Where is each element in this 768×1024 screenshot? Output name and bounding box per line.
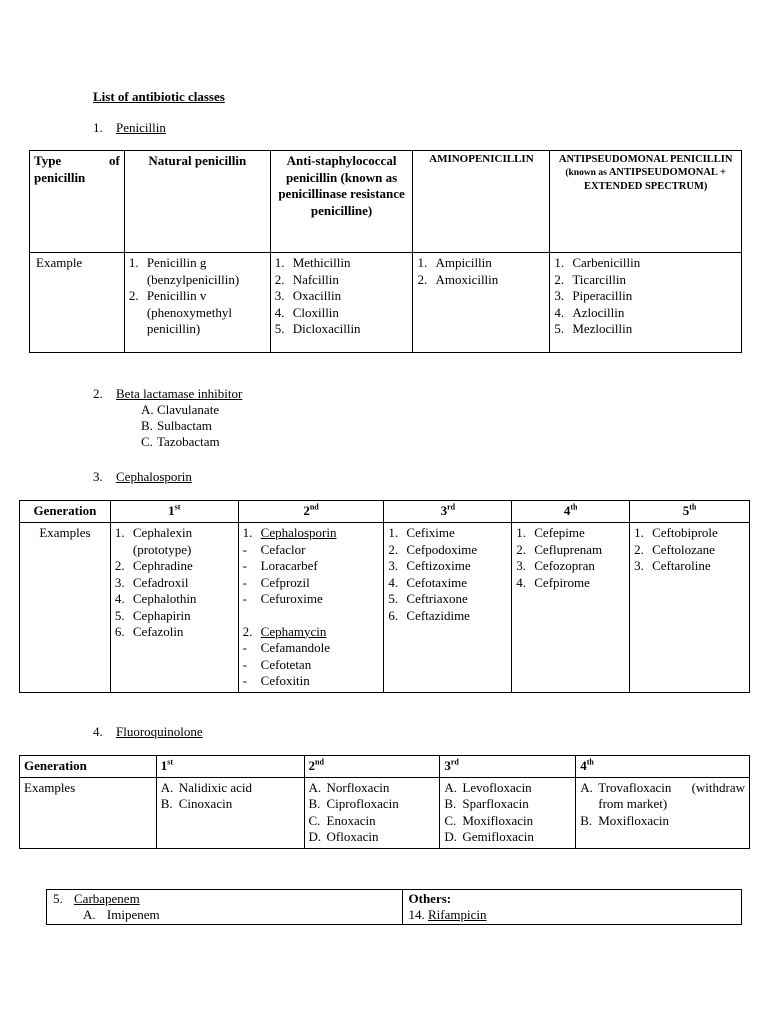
list-text: Penicillin g (benzylpenicillin) bbox=[146, 255, 240, 287]
others-item: Rifampicin bbox=[428, 907, 487, 922]
cephalosporin-table bbox=[19, 500, 750, 693]
list-marker: 2. bbox=[554, 271, 565, 287]
ceph-gen-5-item bbox=[634, 525, 745, 542]
ceph-gen-1-item bbox=[115, 558, 234, 575]
list-text: Levofloxacin bbox=[462, 779, 532, 795]
section-heading-fluoroquinolone: 4. Fluoroquinolone bbox=[93, 724, 203, 739]
list-text: Mezlocillin bbox=[572, 321, 633, 336]
header-gen-5: 5th bbox=[630, 501, 750, 523]
header-natural-penicillin: Natural penicillin bbox=[124, 151, 270, 253]
list-text: Ofloxacin bbox=[326, 829, 379, 844]
fluoro-gen-3-list bbox=[440, 777, 576, 848]
list-text: Cefamandole bbox=[260, 640, 330, 655]
list-text: Carbenicillin bbox=[572, 255, 641, 270]
list-marker: - bbox=[242, 656, 248, 672]
list-text: Nalidixic acid bbox=[178, 779, 253, 795]
ceph-gen-4-items bbox=[516, 525, 625, 591]
list-marker: 4. bbox=[114, 591, 125, 606]
antipseudomonal-item bbox=[554, 288, 737, 305]
list-marker: A. bbox=[160, 779, 174, 795]
fluoro-gen-2-item bbox=[309, 829, 436, 846]
aminopenicillin-item bbox=[417, 272, 545, 289]
antipseudomonal-list bbox=[550, 253, 742, 353]
list-text: Cefozopran bbox=[534, 558, 595, 573]
list-text: Sulbactam bbox=[157, 418, 212, 433]
list-marker: B. bbox=[141, 418, 153, 433]
header-gen-3: 3rd bbox=[384, 501, 512, 523]
list-text: Cephalexin (prototype) bbox=[132, 525, 193, 557]
row-label-example: Example bbox=[30, 253, 125, 353]
list-text: Cefotaxime bbox=[406, 574, 468, 590]
header-gen-1: 1st bbox=[156, 756, 304, 778]
header-aminopenicillin: AMINOPENICILLIN bbox=[413, 151, 550, 253]
header-generation: Generation bbox=[20, 501, 111, 523]
header-anti-staphylococcal: Anti-staphylococcal penicillin (known as penicillinase resistance penicilline) bbox=[270, 151, 413, 253]
carbapenem-cell: 5. Carbapenem A. Imipenem bbox=[47, 890, 403, 925]
list-marker: 1. bbox=[634, 525, 644, 540]
list-text: Norfloxacin bbox=[326, 779, 390, 795]
list-marker: 5. bbox=[274, 321, 285, 336]
list-text: Cefluprenam bbox=[534, 541, 603, 557]
header-antipseudomonal: ANTIPSEUDOMONAL PENICILLIN (known as ANTIPSEUDOMONAL + EXTENDED SPECTRUM) bbox=[550, 151, 742, 253]
beta-lactamase-item bbox=[93, 402, 493, 418]
ceph-gen-2-item bbox=[243, 673, 380, 690]
list-marker: B. bbox=[580, 812, 593, 828]
list-marker: 1. bbox=[516, 525, 526, 540]
list-text: Ceftobiprole bbox=[652, 525, 718, 540]
list-marker: 2. bbox=[128, 288, 139, 303]
list-text: Penicillin v (phenoxymethyl penicillin) bbox=[146, 288, 233, 336]
natural-penicillin-list bbox=[124, 253, 270, 353]
aminopenicillin-list bbox=[413, 253, 550, 353]
page-title: List of antibiotic classes bbox=[93, 89, 225, 104]
list-marker: 1. bbox=[417, 255, 428, 270]
list-marker: - bbox=[242, 574, 248, 590]
list-marker: 3. bbox=[274, 288, 285, 303]
section-heading-beta-lactamase: Beta lactamase inhibitor bbox=[116, 386, 243, 401]
list-text: Ceftriaxone bbox=[406, 591, 468, 606]
ceph-gen-2-item bbox=[243, 591, 380, 608]
list-text: Tazobactam bbox=[157, 434, 220, 449]
ceph-gen-5-list bbox=[630, 523, 750, 693]
anti-staph-item bbox=[275, 288, 409, 305]
list-text: Cephapirin bbox=[132, 607, 191, 623]
list-text: Cefoxitin bbox=[260, 673, 310, 688]
section-heading-penicillin: 1. Penicillin bbox=[93, 120, 166, 135]
fluoro-gen-3-item bbox=[444, 796, 571, 813]
antipseudomonal-item bbox=[554, 321, 737, 338]
ceph-gen-4-item bbox=[516, 525, 625, 542]
list-marker: 1. bbox=[114, 525, 125, 540]
list-marker: 3. bbox=[634, 558, 644, 573]
list-marker: 2. bbox=[417, 271, 428, 287]
list-text: Cefepime bbox=[534, 525, 585, 540]
list-text: Amoxicillin bbox=[435, 271, 499, 287]
natural-penicillin-items bbox=[129, 255, 266, 338]
list-text: Cefaclor bbox=[260, 541, 306, 557]
list-text: Moxifloxacin bbox=[462, 812, 534, 828]
list-text: Ceftizoxime bbox=[406, 558, 471, 573]
ceph-gen-5-items bbox=[634, 525, 745, 575]
ceph-gen-1-item bbox=[115, 575, 234, 592]
list-marker: A. bbox=[141, 402, 154, 417]
header-gen-4: 4th bbox=[576, 756, 750, 778]
header-type-of-penicillin: Type of penicillin bbox=[30, 151, 125, 253]
list-text: Dicloxacillin bbox=[292, 321, 361, 336]
list-text: Loracarbef bbox=[260, 558, 318, 573]
list-text: Cefadroxil bbox=[132, 574, 189, 590]
list-marker: - bbox=[242, 640, 248, 655]
list-text: Piperacillin bbox=[572, 288, 633, 303]
ceph-gen-3-list bbox=[384, 523, 512, 693]
carbapenem-item: Imipenem bbox=[106, 907, 160, 922]
list-marker: 4. bbox=[274, 304, 285, 320]
others-cell: Others: 14. Rifampicin bbox=[402, 890, 742, 925]
list-text: Methicillin bbox=[292, 255, 351, 270]
row-label-examples: Examples bbox=[20, 523, 111, 693]
list-text: Cefuroxime bbox=[260, 591, 323, 606]
list-text: Ticarcillin bbox=[572, 271, 627, 287]
list-marker: - bbox=[242, 591, 248, 606]
list-text: Cloxillin bbox=[292, 304, 339, 320]
list-text: Azlocillin bbox=[572, 304, 625, 320]
list-marker: C. bbox=[141, 434, 153, 449]
list-text: Cefixime bbox=[406, 525, 455, 540]
antipseudomonal-item bbox=[554, 255, 737, 272]
list-marker: 6. bbox=[388, 607, 399, 623]
list-text: Sparfloxacin bbox=[462, 796, 529, 811]
ceph-gen-1-item bbox=[115, 624, 234, 641]
list-text: Cefazolin bbox=[132, 624, 184, 639]
list-marker: 5. bbox=[554, 321, 565, 336]
anti-staph-items bbox=[275, 255, 409, 338]
list-marker: 2. bbox=[634, 541, 644, 557]
list-marker: 6. bbox=[114, 624, 125, 639]
header-gen-1: 1st bbox=[110, 501, 238, 523]
list-marker: 1. bbox=[128, 255, 139, 270]
header-gen-2: 2nd bbox=[238, 501, 384, 523]
list-text: Gemifloxacin bbox=[462, 829, 534, 844]
ceph-gen-2-items bbox=[243, 542, 380, 608]
list-marker: - bbox=[242, 673, 248, 688]
aminopenicillin-items bbox=[417, 255, 545, 288]
list-marker: A. bbox=[444, 779, 458, 795]
list-text: Ceftolozane bbox=[652, 541, 715, 557]
ceph-gen-3-item bbox=[388, 558, 507, 575]
antipseudomonal-item bbox=[554, 272, 737, 289]
anti-staph-item bbox=[275, 305, 409, 322]
antipseudomonal-items bbox=[554, 255, 737, 338]
ceph-gen-1-list bbox=[110, 523, 238, 693]
list-marker: A. bbox=[308, 779, 322, 795]
ceph-gen-2-item bbox=[243, 558, 380, 575]
fluoro-gen-4-items bbox=[580, 780, 745, 830]
fluoro-gen-3-item bbox=[444, 780, 571, 797]
aminopenicillin-item bbox=[417, 255, 545, 272]
ceph-gen-4-list bbox=[512, 523, 630, 693]
list-marker: - bbox=[242, 558, 248, 573]
list-marker: 1. bbox=[388, 525, 399, 540]
ceph-gen-2-group-cephamycin: 2. Cephamycin bbox=[242, 623, 327, 639]
list-marker: 4. bbox=[516, 574, 526, 590]
list-marker: 4. bbox=[388, 574, 399, 590]
list-text: Cefpodoxime bbox=[406, 541, 478, 557]
ceph-gen-2-item bbox=[243, 657, 380, 674]
fluoro-gen-4-item bbox=[580, 780, 745, 813]
penicillin-table bbox=[29, 150, 742, 353]
ceph-gen-4-item bbox=[516, 575, 625, 592]
list-text: Nafcillin bbox=[292, 271, 339, 287]
list-text: Cefprozil bbox=[260, 574, 310, 590]
list-text: Cephalothin bbox=[132, 591, 197, 606]
list-marker: 2. bbox=[274, 271, 285, 287]
list-text: Trovafloxacin (withdraw from market) bbox=[598, 779, 745, 811]
list-text: Ceftaroline bbox=[652, 558, 711, 573]
list-marker: 3. bbox=[554, 288, 565, 303]
list-marker: 3. bbox=[114, 574, 125, 590]
fluoro-gen-2-item bbox=[309, 780, 436, 797]
list-marker: 3. bbox=[388, 558, 399, 573]
ceph-gen-2-items bbox=[243, 640, 380, 690]
ceph-gen-2-item bbox=[243, 542, 380, 559]
list-marker: 2. bbox=[388, 541, 399, 557]
ceph-gen-1-item bbox=[115, 608, 234, 625]
ceph-gen-2-list bbox=[238, 523, 384, 693]
ceph-gen-1-item bbox=[115, 591, 234, 608]
beta-lactamase-item bbox=[93, 434, 493, 450]
header-gen-4: 4th bbox=[512, 501, 630, 523]
anti-staph-item bbox=[275, 255, 409, 272]
list-marker: 5. bbox=[388, 591, 399, 606]
beta-lactamase-items bbox=[93, 402, 493, 450]
ceph-gen-2-item bbox=[243, 575, 380, 592]
list-text: Oxacillin bbox=[292, 288, 342, 303]
header-gen-3: 3rd bbox=[440, 756, 576, 778]
fluoro-gen-4-item bbox=[580, 813, 745, 830]
list-text: Enoxacin bbox=[326, 812, 376, 828]
list-text: Cefotetan bbox=[260, 656, 312, 672]
ceph-gen-4-item bbox=[516, 558, 625, 575]
anti-staph-list bbox=[270, 253, 413, 353]
ceph-gen-3-item bbox=[388, 591, 507, 608]
fluoro-gen-3-item bbox=[444, 813, 571, 830]
row-label-examples: Examples bbox=[20, 777, 157, 848]
fluoro-gen-1-items bbox=[161, 780, 300, 813]
list-text: Moxifloxacin bbox=[598, 812, 669, 828]
header-generation: Generation bbox=[20, 756, 157, 778]
ceph-gen-3-item bbox=[388, 575, 507, 592]
list-text: Clavulanate bbox=[157, 402, 220, 417]
ceph-gen-4-item bbox=[516, 542, 625, 559]
natural-penicillin-item bbox=[129, 255, 266, 288]
fluoroquinolone-table bbox=[19, 755, 750, 849]
ceph-gen-2-item bbox=[243, 640, 380, 657]
section-beta-lactamase: 2. Beta lactamase inhibitor A. Clavulanate B. Sulbactam C. Tazobactam bbox=[93, 386, 493, 450]
list-text: Ceftazidime bbox=[406, 607, 470, 623]
list-marker: 5. bbox=[114, 607, 125, 623]
ceph-gen-5-item bbox=[634, 542, 745, 559]
list-marker: 3. bbox=[516, 558, 526, 573]
list-text: Cinoxacin bbox=[178, 796, 233, 811]
ceph-gen-3-item bbox=[388, 542, 507, 559]
section-heading-cephalosporin: 3. Cephalosporin bbox=[93, 469, 192, 484]
fluoro-gen-1-item bbox=[161, 796, 300, 813]
list-marker: A. bbox=[580, 779, 593, 795]
list-marker: 1. bbox=[274, 255, 285, 270]
list-text: Ciprofloxacin bbox=[326, 796, 399, 811]
list-text: Ampicillin bbox=[435, 255, 492, 270]
list-marker: B. bbox=[308, 796, 321, 811]
fluoro-gen-2-items bbox=[309, 780, 436, 846]
fluoro-gen-3-items bbox=[444, 780, 571, 846]
carbapenem-heading: Carbapenem bbox=[74, 891, 140, 906]
ceph-gen-1-item bbox=[115, 525, 234, 558]
ceph-gen-1-items bbox=[115, 525, 234, 641]
ceph-gen-3-item bbox=[388, 608, 507, 625]
carbapenem-others-table bbox=[46, 889, 742, 925]
natural-penicillin-item bbox=[129, 288, 266, 338]
list-marker: D. bbox=[444, 829, 458, 844]
list-text: Cefpirome bbox=[534, 574, 590, 590]
fluoro-gen-3-item bbox=[444, 829, 571, 846]
beta-lactamase-item bbox=[93, 418, 493, 434]
fluoro-gen-2-item bbox=[309, 813, 436, 830]
ceph-gen-3-item bbox=[388, 525, 507, 542]
fluoro-gen-2-list bbox=[304, 777, 440, 848]
list-text: Cephradine bbox=[132, 558, 193, 573]
list-marker: - bbox=[242, 541, 248, 557]
list-marker: D. bbox=[308, 829, 322, 844]
list-marker: B. bbox=[160, 796, 173, 811]
list-marker: C. bbox=[308, 812, 321, 828]
others-heading: Others: bbox=[408, 891, 452, 906]
anti-staph-item bbox=[275, 272, 409, 289]
anti-staph-item bbox=[275, 321, 409, 338]
fluoro-gen-2-item bbox=[309, 796, 436, 813]
list-marker: 2. bbox=[516, 541, 526, 557]
fluoro-gen-1-item bbox=[161, 780, 300, 797]
fluoro-gen-4-list bbox=[576, 777, 750, 848]
ceph-gen-5-item bbox=[634, 558, 745, 575]
list-marker: 4. bbox=[554, 304, 565, 320]
header-gen-2: 2nd bbox=[304, 756, 440, 778]
ceph-gen-2-group-cephalosporin: 1. Cephalosporin bbox=[242, 525, 337, 540]
list-marker: 1. bbox=[554, 255, 565, 270]
list-marker: 2. bbox=[114, 558, 125, 573]
list-marker: B. bbox=[444, 796, 457, 811]
antipseudomonal-item bbox=[554, 305, 737, 322]
ceph-gen-3-items bbox=[388, 525, 507, 624]
fluoro-gen-1-list bbox=[156, 777, 304, 848]
list-marker: C. bbox=[444, 812, 457, 828]
